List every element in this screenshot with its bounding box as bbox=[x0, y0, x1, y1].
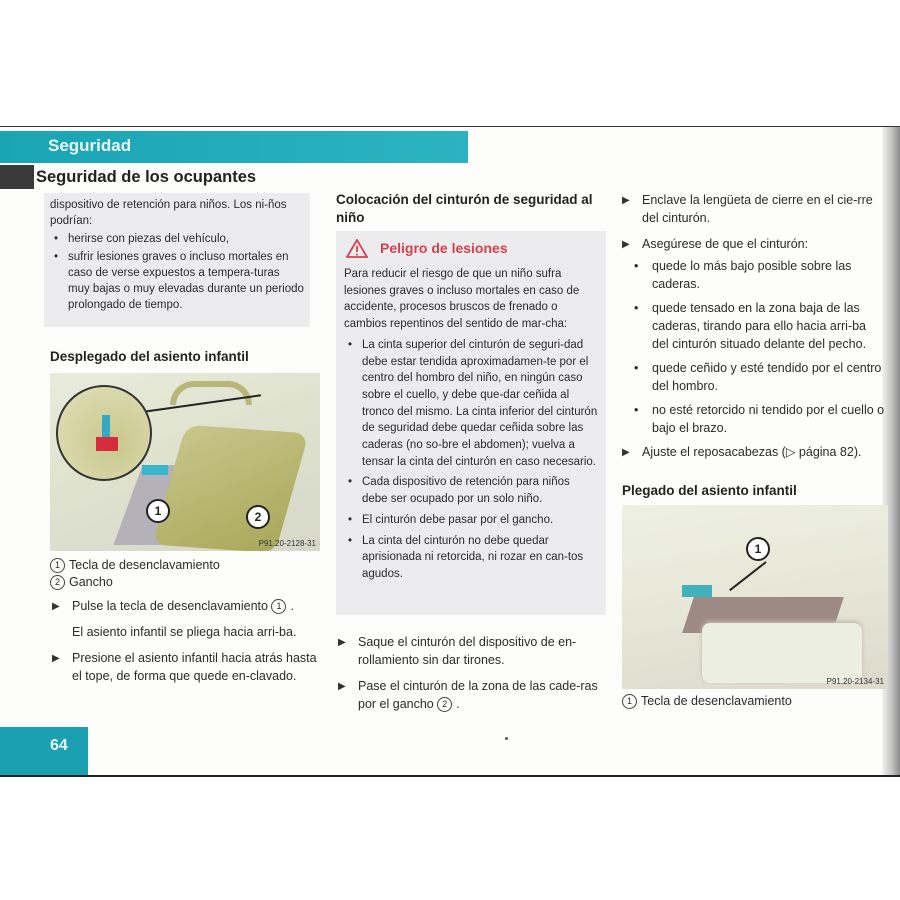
info-box-intro: dispositivo de retención para niños. Los ni-ños podrían: bbox=[50, 199, 287, 227]
legend-item bbox=[622, 693, 792, 710]
instruction-step: ▶ Enclave la lengüeta de cierre en el cie-rre del cinturón. bbox=[620, 191, 886, 227]
legend-label: Tecla de desenclavamiento bbox=[641, 694, 792, 708]
step-result-note: El asiento infantil se pliega hacia arri-ba. bbox=[72, 625, 297, 639]
check-bullet: • quede tensado en la zona baja de las caderas, tirando para ello hacia arri-ba del cinturón situado delante del pecho. bbox=[620, 299, 886, 353]
figure-legend bbox=[50, 557, 320, 591]
press-arrow-icon bbox=[102, 415, 110, 437]
legend-label: Gancho bbox=[69, 575, 113, 589]
instruction-step: ▶ Pase el cinturón de la zona de las cade-ras por el gancho 2 . bbox=[336, 677, 608, 713]
figure-code: P91.20-2134-31 bbox=[826, 677, 884, 686]
subheading-fold-seat: Plegado del asiento infantil bbox=[622, 483, 797, 498]
callout-ref-icon: 2 bbox=[437, 697, 452, 712]
direction-arrow-icon bbox=[682, 585, 712, 597]
instruction-step-headrest: ▶ Ajuste el reposacabezas (▷ página 82). bbox=[620, 443, 886, 461]
warning-bullet: • La cinta superior del cinturón de seguri-dad debe estar tendida aproximadamen-te por el centro del hombro del niño, en ningún caso sobre el cuello, y debe que-dar ceñida al tronco del mismo. La cinta inferior del cinturón de seguridad debe quedar ceñida sobre las caderas (no so-bre el abdomen); vuelva a tensar la cinta del cinturón en caso necesario. bbox=[344, 337, 598, 471]
figure-unfold-child-seat bbox=[50, 373, 320, 551]
page-number: 64 bbox=[50, 737, 68, 754]
legend-item bbox=[50, 574, 320, 591]
check-bullet: • no esté retorcido ni tendido por el cuello o bajo el brazo. bbox=[620, 401, 886, 437]
warning-bullet: • El cinturón debe pasar por el gancho. bbox=[344, 512, 598, 529]
instruction-step: ▶ Saque el cinturón del dispositivo de en-rollamiento sin dar tirones. bbox=[336, 633, 608, 669]
figure-code: P91.20-2128-31 bbox=[258, 539, 316, 548]
warning-title bbox=[346, 239, 598, 258]
belt-steps bbox=[336, 633, 608, 721]
section-tab-marker bbox=[0, 165, 34, 189]
page-dot bbox=[505, 737, 508, 740]
info-box-bullet: • herirse con piezas del vehículo, bbox=[50, 231, 304, 247]
subheading-child-belt: Colocación del cinturón de seguridad al niño bbox=[336, 192, 593, 225]
release-button-illustration bbox=[96, 437, 118, 451]
page-number-tab bbox=[0, 727, 88, 775]
callout-2: 2 bbox=[246, 505, 270, 529]
legend-item bbox=[50, 557, 320, 574]
section-title: Seguridad de los ocupantes bbox=[36, 168, 257, 186]
warning-triangle-icon bbox=[346, 239, 368, 258]
detail-magnifier-circle bbox=[56, 385, 152, 481]
step-text: Pulse la tecla de desenclavamiento bbox=[72, 599, 268, 613]
callout-number-icon: 1 bbox=[622, 694, 637, 709]
chapter-title: Seguridad bbox=[48, 136, 132, 155]
callout-pointer-line bbox=[729, 561, 766, 591]
info-box-continued bbox=[44, 193, 310, 327]
manual-page bbox=[0, 126, 900, 777]
subheading-unfold-seat: Desplegado del asiento infantil bbox=[50, 349, 249, 364]
direction-arrow-icon bbox=[142, 465, 168, 475]
warning-box bbox=[336, 231, 606, 615]
warning-intro: Para reducir el riesgo de que un niño sufra lesiones graves o incluso mortales en caso de accidente, procesos bruscos de frenado o cambios repentinos del sentido de mar-cha: bbox=[344, 268, 580, 331]
check-bullet: • quede lo más bajo posible sobre las caderas. bbox=[620, 257, 886, 293]
check-bullet: • quede ceñido y esté tendido por el centro del hombro. bbox=[620, 359, 886, 395]
seat-cushion-illustration bbox=[702, 623, 862, 683]
callout-ref-icon: 1 bbox=[271, 599, 286, 614]
chapter-header-band bbox=[0, 131, 468, 163]
child-seat-cushion-illustration bbox=[152, 425, 309, 551]
callout-number-icon: 2 bbox=[50, 575, 65, 590]
step-text: Pase el cinturón de la zona de las cade-ras por el gancho bbox=[358, 679, 598, 711]
figure-legend bbox=[622, 693, 792, 710]
callout-number-icon: 1 bbox=[50, 558, 65, 573]
callout-1: 1 bbox=[746, 537, 770, 561]
info-box-bullet: • sufrir lesiones graves o incluso mortales en caso de verse expuestos a tempera-turas muy bajas o muy elevadas durante un periodo prolongado de tiempo. bbox=[50, 249, 304, 313]
callout-1: 1 bbox=[146, 499, 170, 523]
legend-label: Tecla de desenclavamiento bbox=[69, 558, 220, 572]
unfold-steps bbox=[50, 597, 322, 693]
warning-bullet: • La cinta del cinturón no debe quedar aprisionada ni retorcida, ni rozar en can-tos agudos. bbox=[344, 533, 598, 583]
figure-fold-child-seat bbox=[622, 505, 888, 689]
warning-title-text: Peligro de lesiones bbox=[380, 240, 508, 257]
fasten-steps bbox=[620, 191, 886, 469]
instruction-step: ▶ Pulse la tecla de desenclavamiento 1 . bbox=[50, 597, 322, 615]
instruction-step: ▶ Presione el asiento infantil hacia atrás hasta el tope, de forma que quede en-clavado. bbox=[50, 649, 322, 685]
instruction-step: ▶ Asegúrese de que el cinturón: bbox=[620, 235, 886, 253]
warning-bullet: • Cada dispositivo de retención para niños debe ser ocupado por un solo niño. bbox=[344, 474, 598, 507]
